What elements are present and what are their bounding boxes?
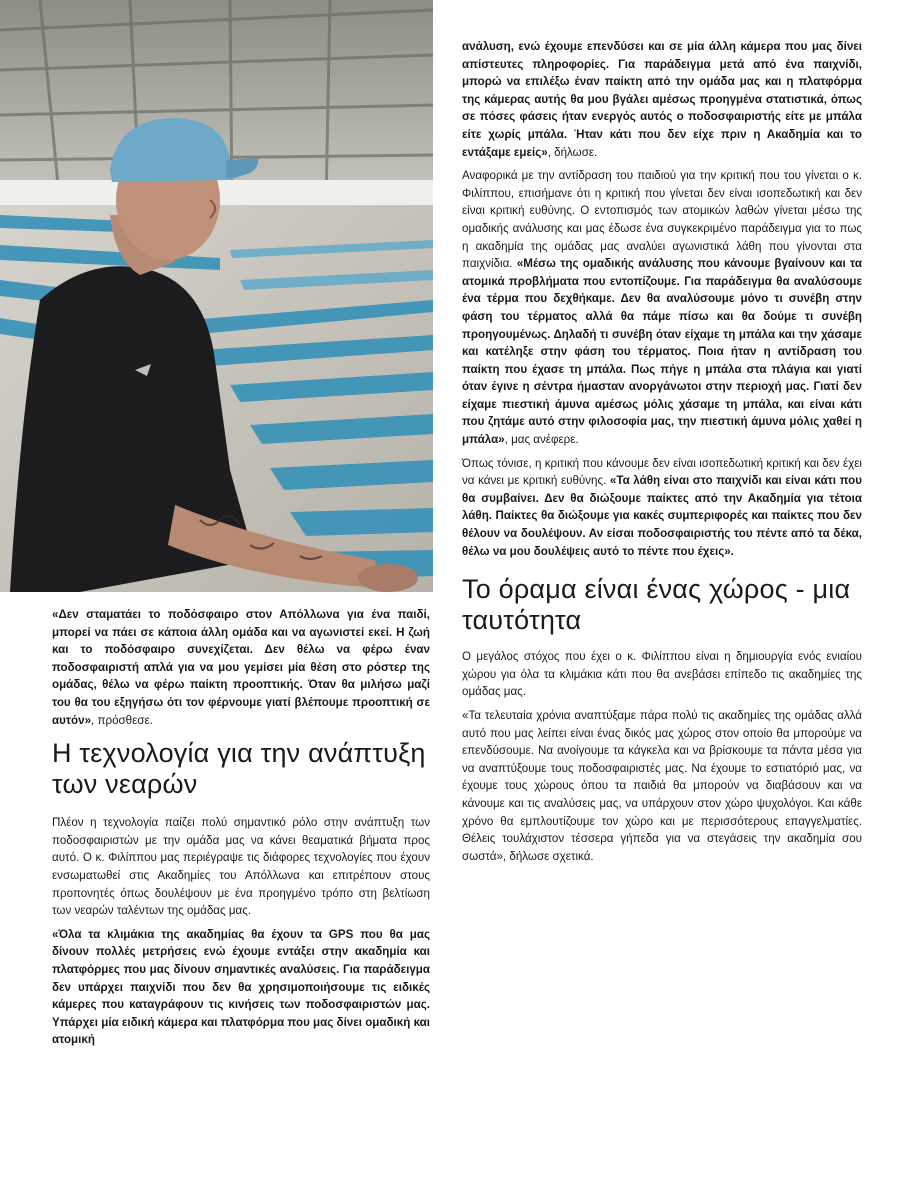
analysis-quote-attribution: , μας ανέφερε. <box>504 433 579 447</box>
intro-quote: «Δεν σταματάει το ποδόσφαιρο στον Απόλλωνα για ένα παιδί, μπορεί να πάει σε κάποια άλλη ομάδα και να αγωνιστεί εκεί. Η ζωή και το ποδόσφαιρο συνεχίζεται. Δεν θέλω να φέρω έναν ποδοσφαιριστή απλά για να μου γεμίσει μία θέση στο ρόστερ της ομάδας, θέλω να φέρω παίκτη προοπτικής. Όταν θα μιλήσω μαζί του θα του εξηγήσω ότι τον φέρνουμε γιατί βλέπουμε προοπτική σε αυτόν» <box>52 608 430 727</box>
photo-illustration <box>0 0 433 592</box>
vision-paragraph: Ο μεγάλος στόχος που έχει ο κ. Φιλίππου είναι η δημιουργία ενός ενιαίου χώρου για όλα τα κλιμάκια κάτι που θα ανεβάσει επίπεδο τις ακαδημίες της ομάδας μας. <box>462 650 862 699</box>
gps-quote-paragraph <box>52 926 430 1049</box>
technology-paragraph: Πλέον η τεχνολογία παίζει πολύ σημαντικό ρόλο στην ανάπτυξη των ποδοσφαιριστών με την ομάδα μας να κάνει θεαματικά βήματα προς αυτό. Ο κ. Φιλίππου μας περιέγραψε τις διάφορες τεχνολογίες που έχουν ενσωματωθεί στις Ακαδημίες του Απόλλωνα και επιτρέπουν στους προπονητές όπως δουλέψουν με ένα προηγμένο τρόπο στη βελτίωση των νεαρών ταλέντων της ομάδας μας. <box>52 816 430 918</box>
camera-quote: ανάλυση, ενώ έχουμε επενδύσει και σε μία άλλη κάμερα που μας δίνει απίστευτες πληροφορίες. Για παράδειγμα μετά από ένα παιχνίδι, μπορώ να επιλέξω έναν παίκτη από την ομάδα μας και η πλατφόρμα της κάμερας αυτής θα μου βγάλει αμέσως προηγμένα στατιστικά, όπως σε πόσες φάσεις ήταν ενεργός αυτός ο ποδοσφαιριστής είτε με μπάλα είτε χωρίς μπάλα. Ήταν κάτι που δεν είχε πριν η Ακαδημία και το εντάξαμε εμείς» <box>462 40 862 159</box>
facility-quote-paragraph: «Τα τελευταία χρόνια αναπτύξαμε πάρα πολύ τις ακαδημίες της ομάδας αλλά αυτό που μας λείπει είναι ένας δικός μας χώρος στον οποίο θα μπορούμε να επενδύσουμε. Να ανοίγουμε τα κάγκελα και να βρίσκουμε τα πάντα μέσα για να αναπτύξουμε τους ποδοσφαιριστές μας. Να έχουμε το εστιατόριό μας, να έχουμε τους χώρους όπου τα παιδιά θα μπορούν να διαβάσουν και να κάνουμε και τις αναλύσεις μας, να υπάρχουν στον χώρο ψυχολόγοι. Και κάθε χρόνο θα εμπλουτίζουμε τον χώρο και με περισσότερους επαγγελματίες. Θέλεις τουλάχιστον τέσσερα γήπεδα για να στεγάσεις την ακαδημία σου σωστά», δήλωσε σχετικά. <box>462 709 862 863</box>
intro-quote-paragraph <box>52 606 430 729</box>
gps-quote: «Όλα τα κλιμάκια της ακαδημίας θα έχουν τα GPS που θα μας δίνουν πολλές μετρήσεις ενώ έχουμε εντάξει στην ακαδημία και πλατφόρμες που μας δίνουν σημαντικές αναλύσεις. Για παράδειγμα δεν υπάρχει παιχνίδι που δεν θα χρησιμοποιήσουμε τις ειδικές κάμερες που καταγράφουν τις κινήσεις των ποδοσφαιριστών μας. Υπάρχει μία ειδική κάμερα και πλατφόρμα που μας δίνει ομαδική και ατομική <box>52 927 430 1047</box>
criticism-paragraph <box>462 167 862 449</box>
mistakes-paragraph <box>462 455 862 561</box>
analysis-quote: «Μέσω της ομαδικής ανάλυσης που κάνουμε βγαίνουν και τα ατομικά προβλήματα που εντοπίζουμε. Για παράδειγμα θα αναλύσουμε ένα τέρμα που δεχθήκαμε. Δεν θα αναλύσουμε μόνο τι συνέβη στην φάση του τέρματος αλλά θα πάμε πίσω και θα δούμε τι συνέβη προηγουμένως. Δηλαδή τι συνέβη όταν είχαμε τη μπάλα και την χάσαμε και κατέληξε στην φάση του τέρματος. Ποια ήταν η αντίδραση του παίκτη που έχασε τη μπάλα. Πως πήγε η μπάλα στα πλάγια και γιατί όταν έγινε η σέντρα ήμασταν ανοργάνωτοι στην περιοχή μας. Γιατί δεν είχαμε πιεστική άμυνα αμέσως μόλις χάσαμε τη μπάλα, και είναι κάτι που ζητάμε αυτό στην φιλοσοφία μας, την πιεστική άμυνα μόλις χαθεί η μπάλα» <box>462 257 863 447</box>
right-column <box>462 38 862 871</box>
mistakes-quote: «Τα λάθη είναι στο παιχνίδι και είναι κάτι που θα συμβαίνει. Δεν θα διώξουμε παίκτες από την Ακαδημία για τέτοια λάθη. Παίκτες θα διώξουμε για κακές συμπεριφορές και παίκτες που δεν θέλουν να δουλέψουν. Αν είσαι ποδοσφαιριστής του πέντε από τα δέκα, θέλω να μου δουλέψεις αυτό το πέντε που έχεις». <box>462 474 862 558</box>
camera-quote-paragraph <box>462 38 862 161</box>
left-column <box>52 606 430 1055</box>
mistakes-intro: Όπως τόνισε, η κριτική που κάνουμε δεν είναι ισοπεδωτική κριτική και δεν έχει να κάνει με κριτική ευθύνης. <box>462 456 862 488</box>
camera-quote-attribution: , δήλωσε. <box>547 145 598 159</box>
intro-attribution: , πρόσθεσε. <box>91 713 153 727</box>
criticism-intro: Αναφορικά με την αντίδραση του παιδιού για την κριτική που του γίνεται ο κ. Φιλίππου, επισήμανε ότι η κριτική που γίνεται δεν είναι ισοπεδωτική και δεν είναι κριτική ευθύνης. Ο εντοπισμός των ατομικών λαθών γίνεται μέσω της ομαδικής ανάλυσης και μας έδωσε ένα συγκεκριμένο παράδειγμα για το πως η ακαδημία της ομάδας μας αναλύει αγωνιστικά λάθη που γίνονται στα παιχνίδια. <box>462 169 862 271</box>
section-heading-vision: Το όραμα είναι ένας χώρος - μια ταυτότητα <box>462 574 851 636</box>
coach-stadium-photo <box>0 0 433 592</box>
section-heading-technology: Η τεχνολογία για την ανάπτυξη των νεαρών <box>52 738 426 800</box>
